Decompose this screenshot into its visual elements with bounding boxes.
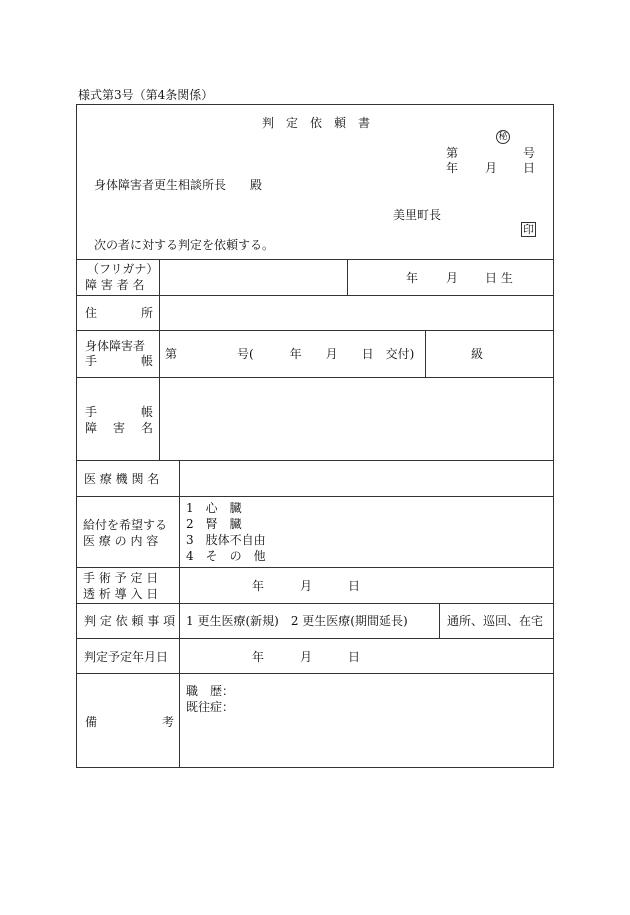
surgery-date-value: 年 月 日 <box>252 579 361 593</box>
column-divider <box>439 603 440 638</box>
surgery-date-label: 手 術 予 定 日 <box>83 571 159 585</box>
confidential-mark: 秘 <box>496 130 510 144</box>
row-divider <box>76 460 554 461</box>
form-number-label: 様式第3号（第4条関係） <box>78 88 214 102</box>
handbook-label-a: 手 <box>85 354 98 368</box>
issue-date-day: 日 <box>523 161 536 175</box>
request-items-label: 判 定 依 頼 事 項 <box>84 614 176 628</box>
address-label-b: 所 <box>141 306 154 320</box>
request-items-text: 1 更生医療(新規) 2 更生医療(期間延長) <box>186 614 408 628</box>
judgment-date-value: 年 月 日 <box>252 650 361 664</box>
remarks-label-a: 備 <box>85 715 98 729</box>
career-label: 職 歴： <box>186 684 235 698</box>
handbook-grade: 級 <box>471 347 484 361</box>
treatment-option-1: 1 心 臓 <box>186 501 242 515</box>
number-suffix: 号 <box>523 146 536 160</box>
handbook-number-text: 第 号( 年 月 日 交付) <box>165 347 415 361</box>
column-divider <box>159 259 160 460</box>
row-divider <box>76 603 554 604</box>
form-title: 判 定 依 頼 書 <box>262 116 371 130</box>
issue-date-month: 月 <box>485 161 498 175</box>
dialysis-date-label: 透 析 導 入 日 <box>83 587 159 601</box>
row-divider <box>76 259 554 260</box>
disability-label-a2: 帳 <box>141 405 154 419</box>
addressee-text: 身体障害者更生相談所長 殿 <box>94 178 263 192</box>
handbook-label: 身体障害者 <box>85 339 146 353</box>
address-label-a: 住 <box>85 306 98 320</box>
seal-mark: 印 <box>523 223 534 236</box>
row-divider <box>76 377 554 378</box>
furigana-label: （フリガナ） <box>87 262 159 276</box>
birth-year: 年 <box>406 271 419 285</box>
row-divider <box>76 638 554 639</box>
treatment-option-2: 2 腎 臓 <box>186 517 242 531</box>
request-form-table <box>76 104 554 768</box>
column-divider <box>347 259 348 295</box>
disability-label-b1: 障 <box>85 421 98 435</box>
row-divider <box>76 673 554 674</box>
column-divider <box>179 460 180 768</box>
handbook-label-b: 帳 <box>141 354 154 368</box>
sender-text: 美里町長 <box>393 208 442 222</box>
row-divider <box>76 330 554 331</box>
remarks-label-b: 考 <box>162 715 175 729</box>
treatment-option-3: 3 肢体不自由 <box>186 533 266 547</box>
row-divider <box>76 496 554 497</box>
request-statement: 次の者に対する判定を依頼する。 <box>94 238 275 252</box>
treatment-option-4: 4 そ の 他 <box>186 549 266 563</box>
number-prefix: 第 <box>446 146 459 160</box>
row-divider <box>76 567 554 568</box>
column-divider <box>425 330 426 377</box>
row-divider <box>76 295 554 296</box>
disability-label-b3: 名 <box>141 421 154 435</box>
disabled-person-name-label: 障 害 者 名 <box>85 278 145 292</box>
treatment-content-label: 医 療 の 内 容 <box>83 534 159 548</box>
desired-treatment-label: 給付を希望する <box>83 518 168 532</box>
disability-label-a1: 手 <box>85 405 98 419</box>
birth-month: 月 <box>446 271 459 285</box>
service-mode-text: 通所、巡回、在宅 <box>447 614 544 628</box>
disability-label-b2: 害 <box>113 421 126 435</box>
birth-day: 日 生 <box>485 271 513 285</box>
medical-history-label: 既往症： <box>186 700 235 714</box>
judgment-date-label: 判定予定年月日 <box>84 650 169 664</box>
medical-institution-label: 医 療 機 関 名 <box>84 472 160 486</box>
issue-date-year: 年 <box>446 161 459 175</box>
